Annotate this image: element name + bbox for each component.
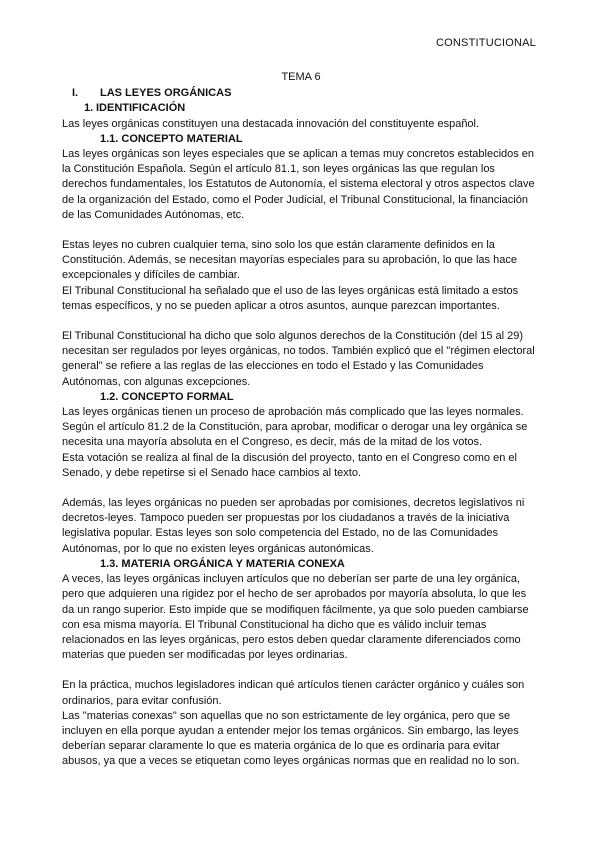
section-title: LAS LEYES ORGÁNICAS xyxy=(100,87,232,100)
paragraph: A veces, las leyes orgánicas incluyen artículos que no deberían ser parte de una ley orgánica, pero que adquieren una rigidez por el hecho de ser aprobados por mayoría absoluta, lo que les da un rango superior. Esto impide que se modifiquen fácilmente, ya que solo pueden cambiarse con esa misma mayoría. El Tribunal Constitucional ha dicho que es válido incluir temas relacionados en las leyes orgánicas, pero estos deben quedar claramente diferenciados como materias que pueden ser modificadas por leyes ordinarias. xyxy=(62,573,529,662)
paragraph: Las leyes orgánicas son leyes especiales que se aplican a temas muy concretos establecidos en la Constitución Española. Según el artículo 81.1, son leyes orgánicas las que regulan los derechos fundamentales, los Estatutos de Autonomía, el sistema electoral y otros aspectos clave de la organización del Estado, como el Poder Judicial, el Tribunal Constitucional, la financiación de las Comunidades Autónomas, etc. xyxy=(62,148,535,221)
subsection-title: IDENTIFICACIÓN xyxy=(96,102,186,115)
paragraph: Estas leyes no cubren cualquier tema, sino solo los que están claramente definidos en la Constitución. Además, se necesitan mayorías especiales para su aprobación, lo que las hace excepcionales y difíciles de cambiar. xyxy=(62,239,517,282)
heading-materia-organica: 1.3. MATERIA ORGÁNICA Y MATERIA CONEXA xyxy=(100,557,345,570)
paragraph: Las leyes orgánicas tienen un proceso de aprobación más complicado que las leyes normales. Según el artículo 81.2 de la Constitución, para aprobar, modificar o derogar una ley orgánica se necesita una mayoría absoluta en el Congreso, es decir, más de la mitad de los votos. xyxy=(62,406,528,449)
paragraph: Esta votación se realiza al final de la discusión del proyecto, tanto en el Congreso como en el Senado, y debe repetirse si el Senado hace cambios al texto. xyxy=(62,451,517,479)
section-number: I. xyxy=(72,87,79,100)
document-body xyxy=(62,70,540,770)
paragraph: Las "materias conexas" son aquellas que no son estrictamente de ley orgánica, pero que se incluyen en ella porque ayudan a entender mejor los temas orgánicos. Sin embargo, las leyes deberían separar claramente lo que es materia orgánica de lo que es ordinaria para evitar abusos, ya que a veces se etiquetan como leyes orgánicas normas que en realidad no lo son. xyxy=(62,709,520,768)
section-heading xyxy=(62,86,540,101)
paragraph: El Tribunal Constitucional ha dicho que solo algunos derechos de la Constitución (del 15 al 29) necesitan ser regulados por leyes orgánicas, no todos. También explicó que el "régimen electoral general" se refiere a las reglas de las elecciones en todo el Estado y las Comunidades Autónomas, con algunas excepciones. xyxy=(62,330,535,388)
subsection-number: 1. xyxy=(84,102,94,115)
paragraph: En la práctica, muchos legisladores indican qué artículos tienen carácter orgánico y cuáles son ordinarios, para evitar confusión. xyxy=(62,679,525,707)
subsection-heading xyxy=(62,101,540,116)
topic-title: TEMA 6 xyxy=(281,71,321,83)
intro-paragraph: Las leyes orgánicas constituyen una destacada innovación del constituyente español. xyxy=(62,117,480,130)
paragraph: Además, las leyes orgánicas no pueden ser aprobadas por comisiones, decretos legislativos ni decretos-leyes. Tampoco pueden ser propuestas por los ciudadanos a través de la iniciativa legislativa popular. Estas leyes son solo competencia del Estado, no de las Comunidades Autónomas, por lo que no existen leyes orgánicas autonómicas. xyxy=(62,497,525,555)
heading-concepto-formal: 1.2. CONCEPTO FORMAL xyxy=(100,390,234,403)
heading-concepto-material: 1.1. CONCEPTO MATERIAL xyxy=(100,132,243,145)
page-header-subject: CONSTITUCIONAL xyxy=(436,37,536,49)
paragraph: El Tribunal Constitucional ha señalado que el uso de las leyes orgánicas está limitado a estos temas específicos, y no se pueden aplicar a otros asuntos, aunque parezcan importantes. xyxy=(62,284,519,312)
